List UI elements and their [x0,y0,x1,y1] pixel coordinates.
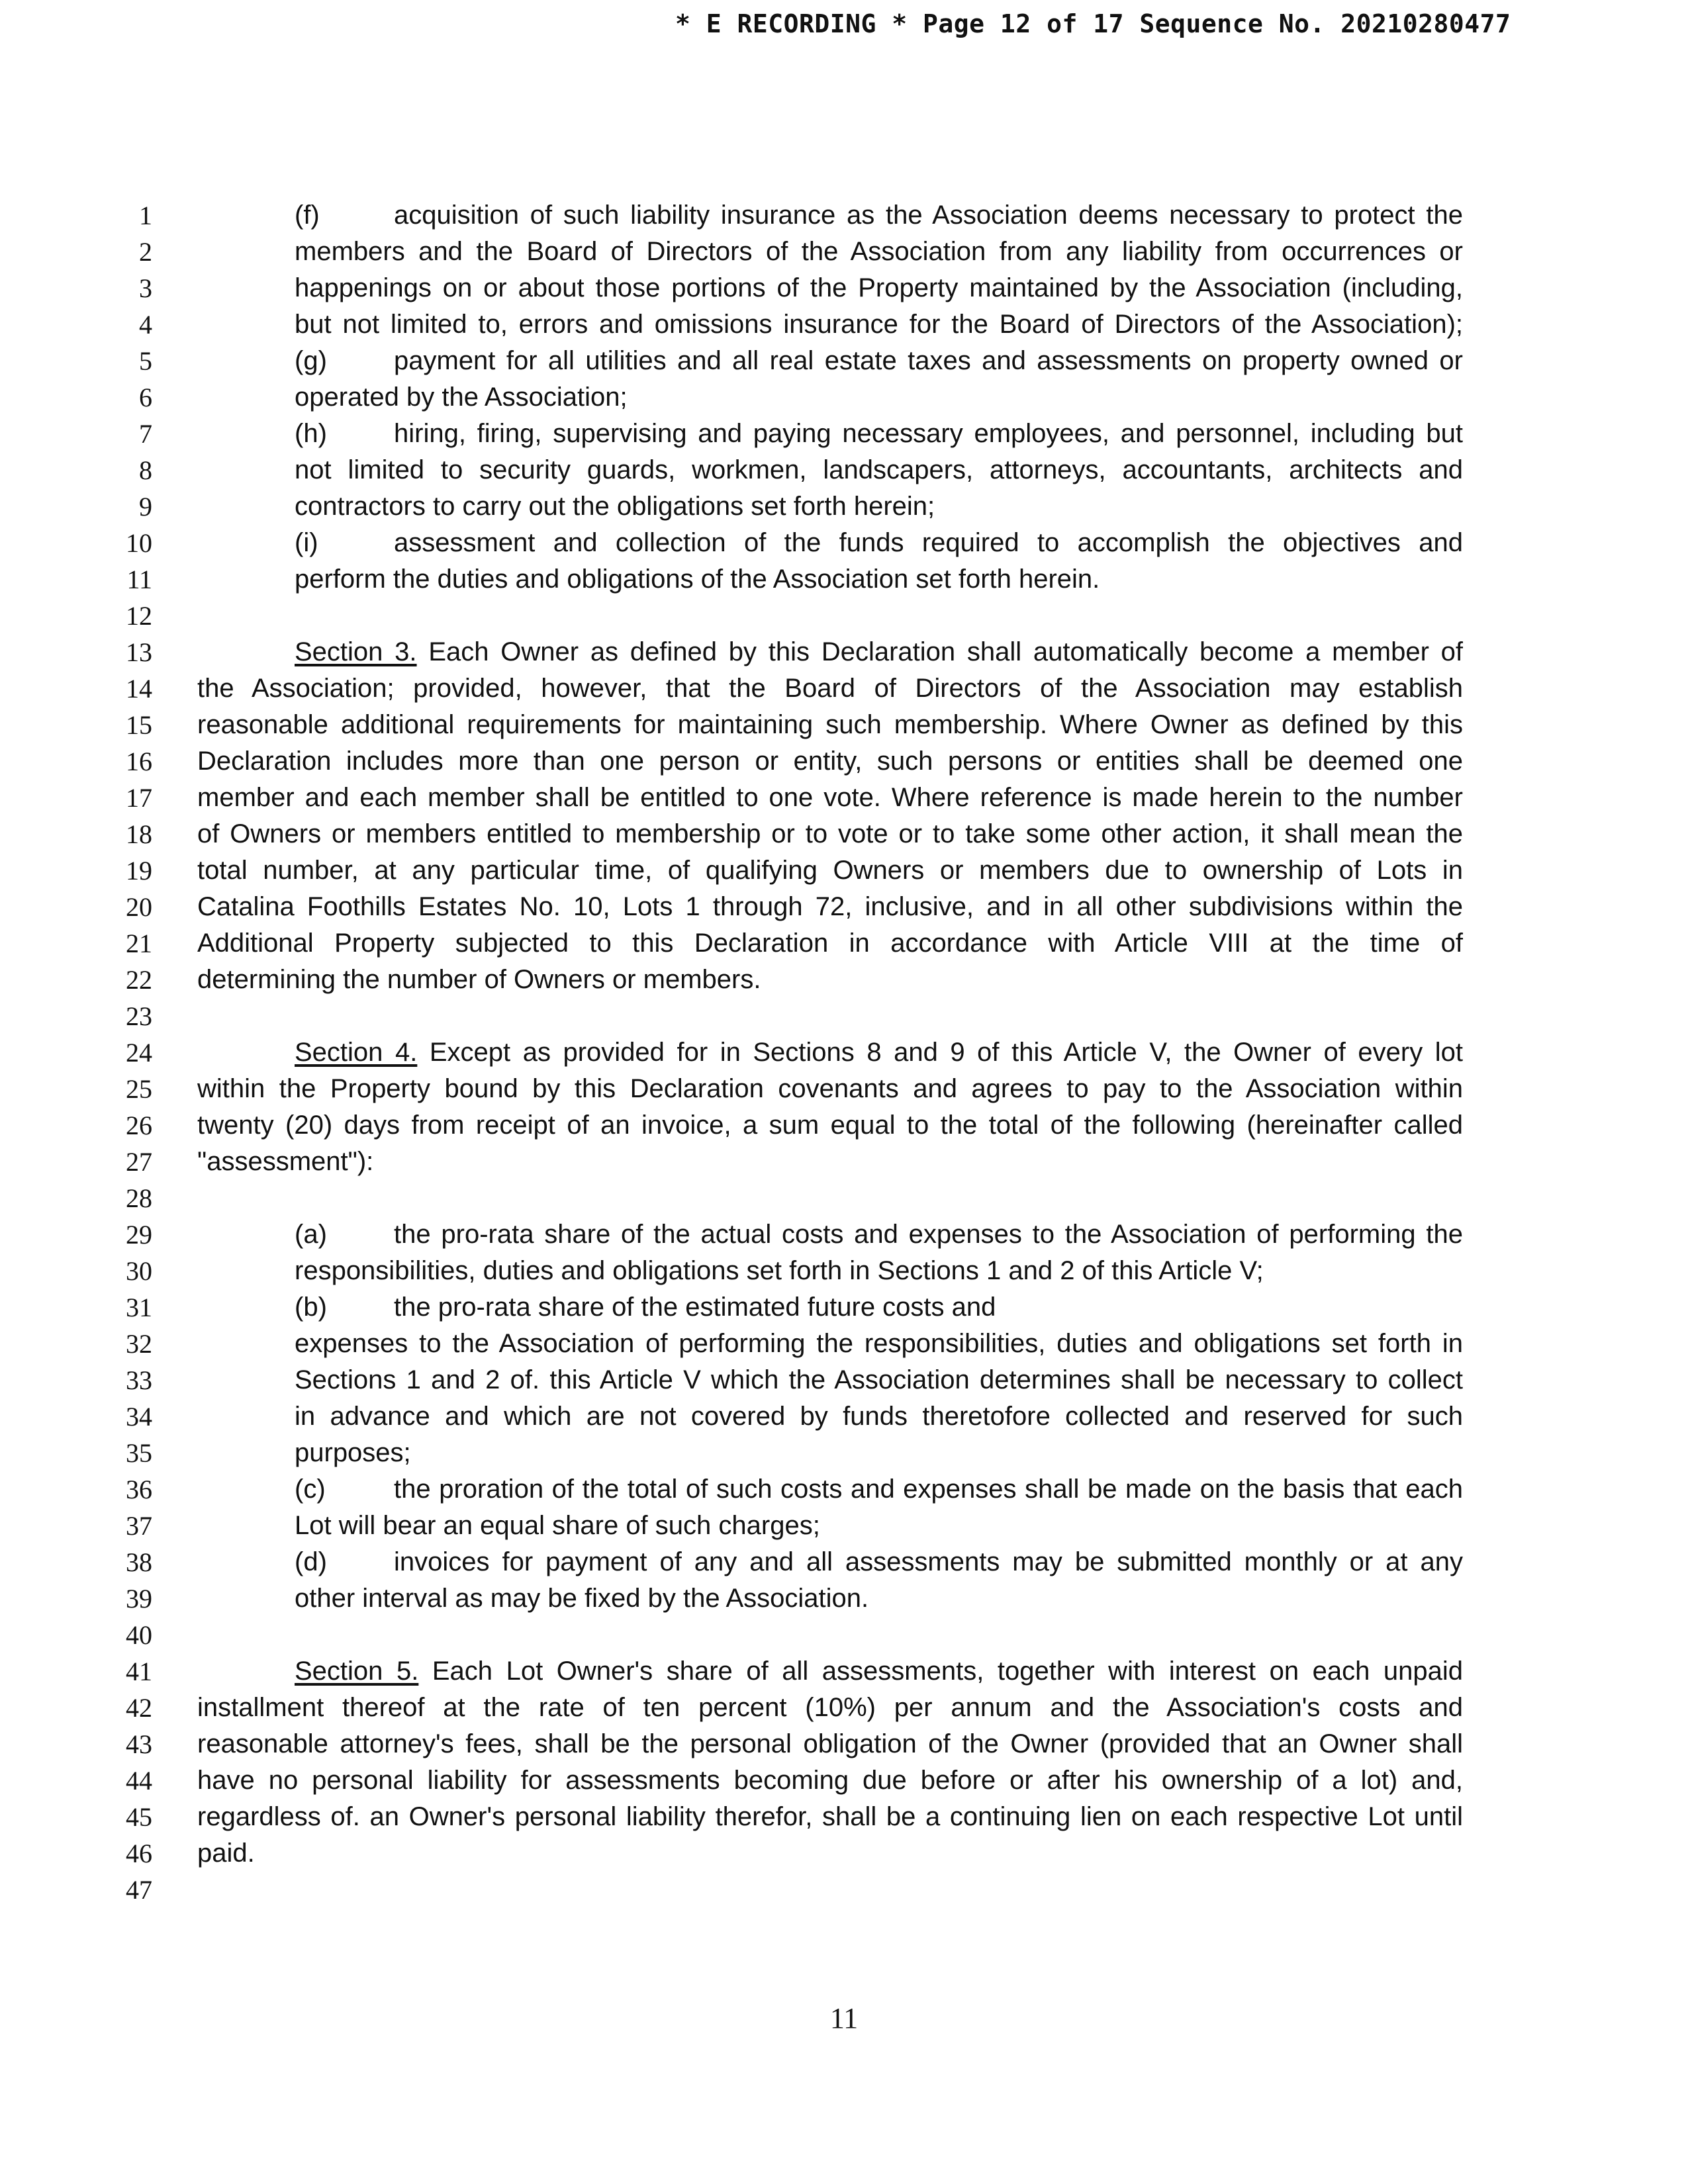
line-number: 24 [126,1038,152,1068]
item-line [295,1544,1463,1580]
item-line: expenses to the Association of performing the responsibilities, duties and obligations set forth in [295,1329,1463,1358]
item-marker: (g) [295,346,327,375]
line-number: 28 [126,1183,152,1213]
line-number: 37 [126,1511,152,1541]
item-line: in advance and which are not covered by funds theretofore collected and reserved for such [295,1402,1463,1431]
line-number: 19 [126,856,152,886]
section-line: paid. [197,1839,255,1868]
item-line: happenings on or about those portions of the Property maintained by the Association (including, [295,273,1463,302]
item-text: assessment and collection of the funds required to accomplish the objectives and [394,528,1463,557]
line-number: 15 [126,710,152,740]
item-line: members and the Board of Directors of the Association from any liability from occurrences or [295,237,1463,266]
item-line [295,1471,1463,1508]
line-number: 4 [139,310,152,340]
line-number: 17 [126,783,152,813]
item-text: the proration of the total of such costs and expenses shall be made on the basis that each [394,1475,1463,1504]
line-number: 9 [139,492,152,522]
item-marker: (i) [295,528,318,557]
item-line [295,343,1463,379]
line-number: 13 [126,637,152,667]
line-number: 2 [139,237,152,267]
item-marker: (f) [295,201,320,230]
line-number: 47 [126,1875,152,1905]
item-line: other interval as may be fixed by the Association. [295,1584,869,1613]
item-marker: (c) [295,1475,326,1504]
item-text: the pro-rata share of the actual costs and expenses to the Association of performing the [394,1220,1463,1249]
item-text: invoices for payment of any and all assessments may be submitted monthly or at any [394,1547,1463,1576]
line-number: 43 [126,1729,152,1759]
item-line [295,197,1463,234]
line-number: 12 [126,601,152,631]
section-line: of Owners or members entitled to membership or to vote or to take some other action, it shall mean the [197,819,1463,848]
item-marker: (a) [295,1220,327,1249]
recording-header-stamp: * E RECORDING * Page 12 of 17 Sequence No. 20210280477 [675,9,1511,38]
line-number: 27 [126,1147,152,1177]
line-number: 5 [139,346,152,376]
line-number: 16 [126,747,152,776]
line-number: 44 [126,1766,152,1796]
item-marker: (d) [295,1547,327,1576]
line-number: 41 [126,1657,152,1686]
section-line [295,1653,1463,1690]
section-text: Except as provided for in Sections 8 and 9 of this Article V, the Owner of every lot [429,1038,1464,1067]
line-number: 39 [126,1584,152,1614]
item-line: contractors to carry out the obligations set forth herein; [295,492,935,521]
line-number: 7 [139,419,152,449]
item-line: operated by the Association; [295,383,628,412]
line-number: 6 [139,383,152,412]
line-number: 29 [126,1220,152,1250]
line-number: 21 [126,929,152,958]
section-line: Catalina Foothills Estates No. 10, Lots 1 through 72, inclusive, and in all other subdivisions within the [197,892,1463,921]
line-number: 14 [126,674,152,704]
section-line: member and each member shall be entitled to one vote. Where reference is made herein to the number [197,783,1463,812]
section-text: Each Owner as defined by this Declaration shall automatically become a member of [428,637,1464,666]
line-number: 33 [126,1365,152,1395]
line-number: 32 [126,1329,152,1359]
line-number: 20 [126,892,152,922]
line-number: 31 [126,1293,152,1322]
item-line [295,525,1463,561]
item-line [295,1216,1463,1253]
section-heading: Section 3. [295,637,417,666]
item-text: hiring, firing, supervising and paying necessary employees, and personnel, including but [394,419,1463,448]
section-text: Each Lot Owner's share of all assessments, together with interest on each unpaid [432,1657,1464,1686]
section-line: "assessment"): [197,1147,374,1176]
item-line: responsibilities, duties and obligations set forth in Sections 1 and 2 of this Article V; [295,1256,1264,1285]
section-heading: Section 5. [295,1657,419,1686]
item-marker: (b) [295,1293,327,1322]
line-number: 25 [126,1074,152,1104]
item-line [295,1289,996,1326]
line-number: 42 [126,1693,152,1723]
item-marker: (h) [295,419,327,448]
line-number: 22 [126,965,152,995]
page-number: 11 [829,2002,859,2034]
line-number: 26 [126,1111,152,1140]
item-line: perform the duties and obligations of the Association set forth herein. [295,565,1100,594]
section-line: reasonable attorney's fees, shall be the personal obligation of the Owner (provided that an Owner shall [197,1729,1463,1758]
section-line: within the Property bound by this Declaration covenants and agrees to pay to the Association within [197,1074,1463,1103]
section-line: Additional Property subjected to this Declaration in accordance with Article VIII at the time of [197,929,1463,958]
line-number: 3 [139,273,152,303]
section-heading: Section 4. [295,1038,418,1067]
section-line: Declaration includes more than one person or entity, such persons or entities shall be deemed one [197,747,1463,776]
line-number: 18 [126,819,152,849]
line-number: 8 [139,455,152,485]
section-line: twenty (20) days from receipt of an invoice, a sum equal to the total of the following (hereinafter called [197,1111,1463,1140]
item-text: acquisition of such liability insurance as the Association deems necessary to protect the [394,201,1463,230]
item-line: Sections 1 and 2 of. this Article V which the Association determines shall be necessary to collect [295,1365,1463,1394]
line-number: 46 [126,1839,152,1868]
section-line: regardless of. an Owner's personal liability therefor, shall be a continuing lien on each respective Lot until [197,1802,1463,1831]
line-number: 36 [126,1475,152,1504]
line-number: 45 [126,1802,152,1832]
section-line [295,634,1463,670]
line-number: 38 [126,1547,152,1577]
item-text: the pro-rata share of the estimated future costs and [394,1293,996,1322]
section-line: the Association; provided, however, that the Board of Directors of the Association may establish [197,674,1463,703]
line-number: 10 [126,528,152,558]
item-text: payment for all utilities and all real estate taxes and assessments on property owned or [394,346,1463,375]
line-number: 30 [126,1256,152,1286]
item-line: not limited to security guards, workmen, landscapers, attorneys, accountants, architects and [295,455,1463,484]
line-number: 1 [139,201,152,230]
section-line: have no personal liability for assessments becoming due before or after his ownership of a lot) and, [197,1766,1463,1795]
item-line: Lot will bear an equal share of such charges; [295,1511,820,1540]
section-line: determining the number of Owners or members. [197,965,761,994]
section-line: total number, at any particular time, of qualifying Owners or members due to ownership of Lots in [197,856,1463,885]
section-line: reasonable additional requirements for maintaining such membership. Where Owner as defined by this [197,710,1463,739]
item-line: purposes; [295,1438,411,1467]
line-number: 34 [126,1402,152,1432]
section-line: installment thereof at the rate of ten percent (10%) per annum and the Association's costs and [197,1693,1463,1722]
item-line: but not limited to, errors and omissions insurance for the Board of Directors of the Association); [295,310,1463,339]
section-line [295,1034,1463,1071]
item-line [295,416,1463,452]
line-number: 23 [126,1001,152,1031]
line-number: 11 [126,565,152,594]
line-number: 40 [126,1620,152,1650]
line-number: 35 [126,1438,152,1468]
